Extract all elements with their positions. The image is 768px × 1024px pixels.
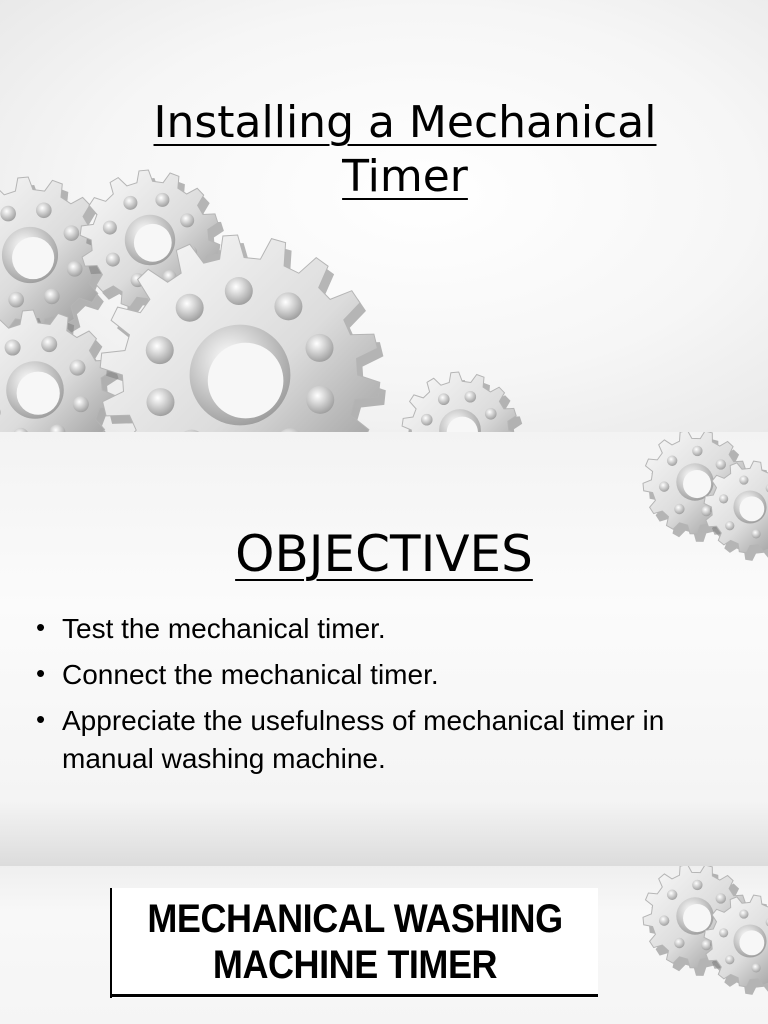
gear-hole bbox=[64, 225, 80, 241]
gear-hole bbox=[674, 938, 684, 948]
gear-hole bbox=[683, 470, 711, 498]
gear-hole bbox=[667, 890, 677, 900]
gear-hole bbox=[719, 928, 728, 937]
banner-underline bbox=[112, 994, 598, 997]
objectives-slide bbox=[0, 432, 768, 866]
gear-hole bbox=[752, 963, 761, 972]
gear-hole bbox=[69, 360, 85, 376]
gear-hole bbox=[67, 261, 83, 277]
gear-hole bbox=[739, 475, 748, 484]
gear-hole bbox=[683, 904, 711, 932]
gear-hole bbox=[180, 213, 194, 227]
gear-hole bbox=[146, 336, 174, 364]
gear-hole bbox=[716, 459, 726, 469]
gear-hole bbox=[36, 202, 52, 218]
gear-hole bbox=[306, 386, 334, 414]
objectives-title: OBJECTIVES bbox=[235, 525, 533, 583]
gear-hole bbox=[701, 940, 711, 950]
gear-hole bbox=[464, 391, 476, 403]
list-item: • Test the mechanical timer. bbox=[36, 610, 736, 648]
gear-hole bbox=[12, 237, 54, 279]
banner-heading: MECHANICAL WASHING MACHINE TIMER bbox=[147, 897, 563, 987]
gear-hole bbox=[716, 893, 726, 903]
gear-hole bbox=[41, 336, 57, 352]
gears-illustration bbox=[0, 0, 768, 432]
bullet-icon: • bbox=[36, 704, 46, 734]
gear-hole bbox=[5, 340, 21, 356]
gear-hole bbox=[667, 456, 677, 466]
gear-hole bbox=[719, 494, 728, 503]
gear-hole bbox=[438, 393, 450, 405]
slide-title: Installing a Mechanical Timer bbox=[153, 97, 657, 202]
gear-hole bbox=[106, 253, 120, 267]
gear-hole bbox=[725, 955, 734, 964]
gear-hole bbox=[103, 221, 117, 235]
gear-hole bbox=[674, 504, 684, 514]
gear-hole bbox=[485, 408, 497, 420]
gear-hole bbox=[0, 206, 16, 222]
gear-hole bbox=[134, 224, 172, 262]
gear-hole bbox=[208, 343, 284, 419]
gear-hole bbox=[659, 915, 669, 925]
gear-hole bbox=[8, 292, 24, 308]
gear-hole bbox=[44, 289, 60, 305]
title-slide bbox=[0, 0, 768, 432]
gear-hole bbox=[739, 909, 748, 918]
gear-hole bbox=[659, 481, 669, 491]
gear-hole bbox=[17, 372, 60, 415]
list-item: • Appreciate the usefulness of mechanical timer in manual washing machine. bbox=[36, 702, 736, 778]
list-item: • Connect the mechanical timer. bbox=[36, 656, 736, 694]
gear-hole bbox=[692, 446, 702, 456]
gear-hole bbox=[692, 880, 702, 890]
bullet-icon: • bbox=[36, 658, 46, 688]
objectives-list bbox=[36, 610, 736, 786]
gear-hole bbox=[73, 396, 89, 412]
gear-hole bbox=[306, 334, 334, 362]
gear-hole bbox=[701, 506, 711, 516]
gear-hole bbox=[739, 930, 764, 955]
gear-hole bbox=[421, 414, 433, 426]
timer-banner bbox=[110, 888, 598, 998]
gear-hole bbox=[739, 496, 764, 521]
timer-slide bbox=[0, 866, 768, 1024]
gear-hole bbox=[176, 294, 204, 322]
gear-hole bbox=[274, 292, 302, 320]
gear-hole bbox=[225, 277, 253, 305]
gear-hole bbox=[146, 388, 174, 416]
bullet-icon: • bbox=[36, 612, 46, 642]
